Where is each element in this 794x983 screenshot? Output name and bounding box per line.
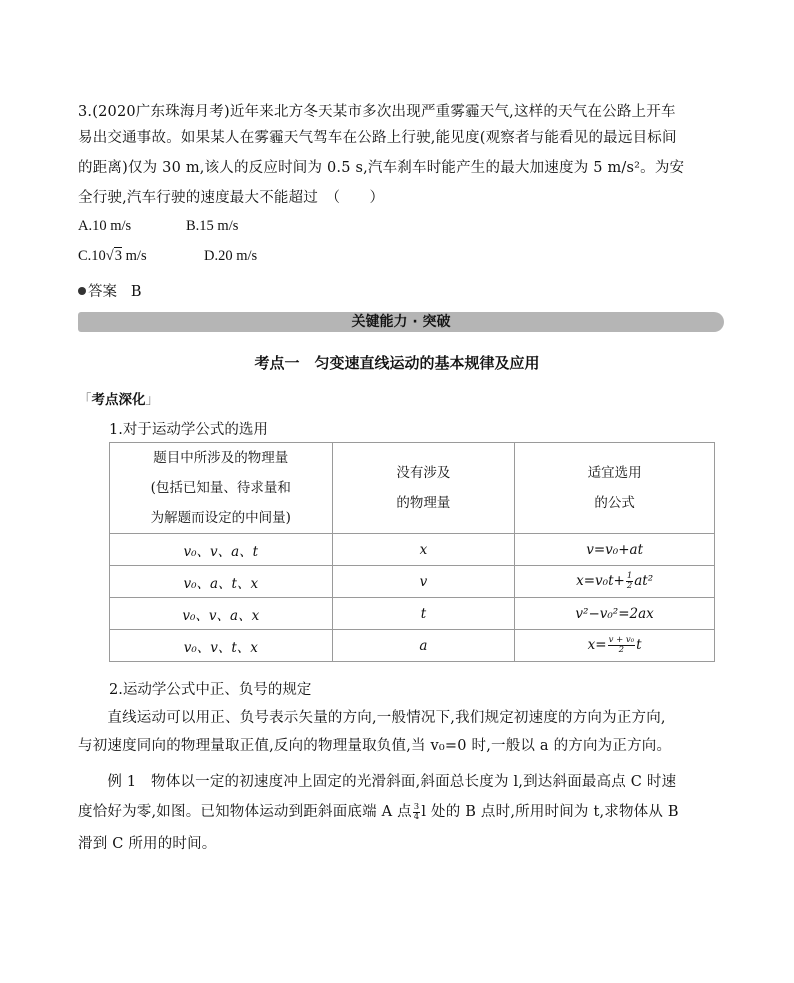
question-line-2: 易出交通事故。如果某人在雾霾天气驾车在公路上行驶,能见度(观察者与能看见的最远目标间 [78,130,677,146]
formula-table [109,442,715,662]
kaodian-title: 考点一 匀变速直线运动的基本规律及应用 [254,354,540,372]
example-line-1: 例 1 物体以一定的初速度冲上固定的光滑斜面,斜面总长度为 l,到达斜面最高点 C 时速 [78,774,677,790]
answer-label: 答案 [88,284,117,300]
table-header-row [110,443,715,534]
table-row [110,534,715,566]
kaodian-tag-text: 考点深化 [91,392,146,408]
cell-formula: v²−v₀²=2ax [515,598,715,630]
header-quantities: 题目中所涉及的物理量 (包括已知量、待求量和 为解题而设定的中间量) [110,443,333,534]
section2-title: 2.运动学公式中正、负号的规定 [109,682,312,698]
cell-given: v₀、v、t、x [110,630,333,662]
answer-value: B [130,284,142,300]
question-line-3: 的距离)仅为 30 m,该人的反应时间为 0.5 s,汽车刹车时能产生的最大加速度为 5 m/s²。为安 [78,160,685,176]
cell-missing: a [332,630,515,662]
cell-given: v₀、a、t、x [110,566,333,598]
example-line-3: 滑到 C 所用的时间。 [78,836,217,852]
option-c [78,248,147,265]
option-c-prefix: C.10 [78,248,106,264]
option-b: B.15 m/s [186,218,239,234]
table-row [110,630,715,662]
question-line-4: 全行驶,汽车行驶的速度最大不能超过 （ ） [78,190,385,206]
option-d: D.20 m/s [204,248,258,264]
cell-missing: t [332,598,515,630]
answer-line [78,280,141,301]
option-a: A.10 m/s [78,218,132,234]
table-row [110,598,715,630]
fraction: $\frac{\text{v + v₀}}{2}$ [608,635,635,655]
fraction: $\frac{3}{4}$ [413,801,420,822]
option-c-root: 3 [114,248,123,264]
header-formula: 适宜选用 的公式 [515,443,715,534]
cell-given: v₀、v、a、x [110,598,333,630]
cell-formula: x=v₀t+ $\frac{1}{2}$ at² [515,566,715,598]
bracket-right: 」 [145,392,159,408]
section2-line-1: 直线运动可以用正、负号表示矢量的方向,一般情况下,我们规定初速度的方向为正方向, [78,710,666,726]
answer-bullet-icon [78,287,86,295]
kaodian-tag [78,388,159,408]
header-missing: 没有涉及 的物理量 [332,443,515,534]
bracket-left: 「 [78,392,92,408]
sqrt-sign: √ [105,248,114,264]
cell-given: v₀、v、a、t [110,534,333,566]
fraction: $\frac{1}{2}$ [626,571,633,591]
section1-title: 1.对于运动学公式的选用 [109,422,268,438]
cell-missing: x [332,534,515,566]
table-row [110,566,715,598]
cell-formula: v=v₀+at [515,534,715,566]
cell-formula: x= $\frac{\text{v + v₀}}{2}$ t [515,630,715,662]
example-line-2: 度恰好为零,如图。已知物体运动到距斜面底端 A 点 $\frac{3}{4}$ l 处的 B 点时,所用时间为 t,求物体从 B [78,801,679,822]
cell-missing: v [332,566,515,598]
section-banner: 关键能力 · 突破 [78,312,724,332]
question-line-1: 3.(2020广东珠海月考)近年来北方冬天某市多次出现严重雾霾天气,这样的天气在公路上开车 [78,104,676,120]
section2-line-2: 与初速度同向的物理量取正值,反向的物理量取负值,当 v₀=0 时,一般以 a 的方向为正方向。 [78,738,672,754]
option-c-unit: m/s [122,248,147,264]
